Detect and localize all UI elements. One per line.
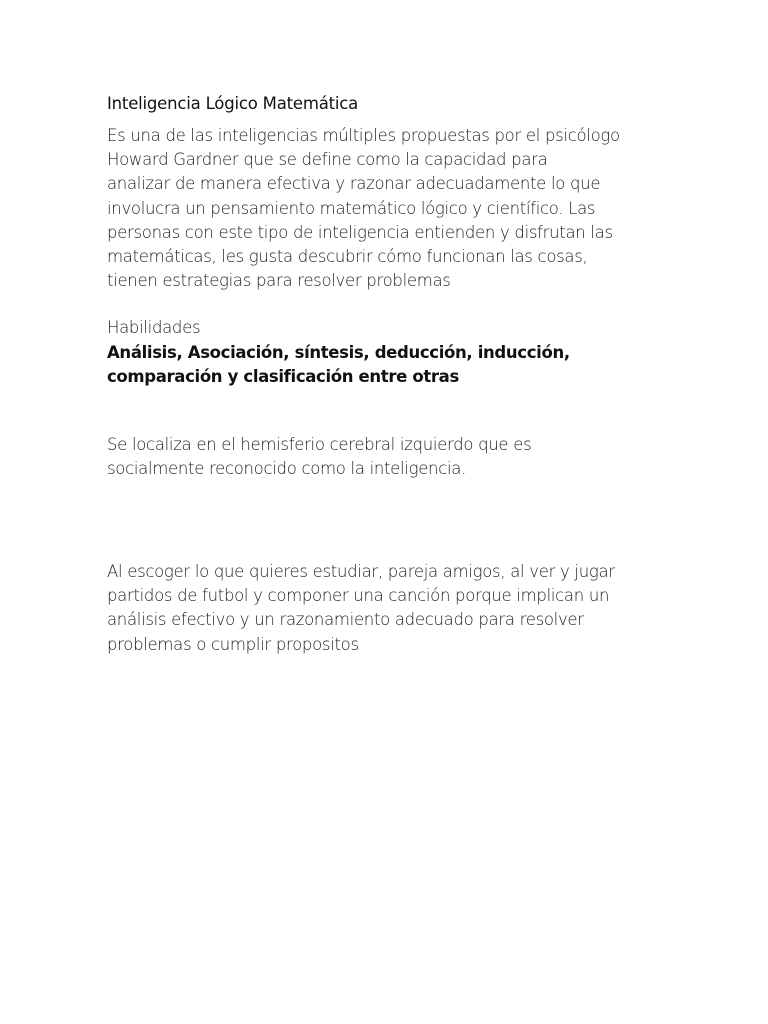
intro-line: tienen estrategias para resolver problemas	[107, 271, 451, 291]
hemisphere-paragraph	[107, 433, 687, 481]
hemisphere-line: Se localiza en el hemisferio cerebral izquierdo que es	[107, 435, 532, 454]
intro-paragraph	[107, 124, 687, 293]
habilidades-list	[107, 341, 687, 389]
intro-line: personas con este tipo de inteligencia entienden y disfrutan las	[107, 222, 613, 242]
examples-paragraph	[107, 560, 687, 657]
intro-line: involucra un pensamiento matemático lógico y científico. Las	[107, 198, 596, 218]
examples-line: problemas o cumplir propositos	[107, 634, 359, 654]
intro-line: Howard Gardner que se define como la capacidad para	[107, 150, 548, 170]
habilidades-line: Análisis, Asociación, síntesis, deducción, inducción,	[107, 343, 570, 362]
examples-line: Al escoger lo que quieres estudiar, pareja amigos, al ver y jugar	[107, 562, 615, 581]
hemisphere-line: socialmente reconocido como la inteligencia.	[107, 459, 467, 479]
habilidades-line: comparación y clasificación entre otras	[107, 367, 459, 387]
habilidades-heading: Habilidades	[107, 318, 201, 337]
intro-line: analizar de manera efectiva y razonar adecuadamente lo que	[107, 174, 601, 194]
examples-line: partidos de futbol y componer una canción porque implican un	[107, 586, 610, 606]
intro-line: matemáticas, les gusta descubrir cómo funcionan las cosas,	[107, 247, 588, 267]
document-title: Inteligencia Lógico Matemática	[107, 94, 359, 113]
examples-line: análisis efectivo y un razonamiento adecuado para resolver	[107, 610, 584, 630]
intro-line: Es una de las inteligencias múltiples propuestas por el psicólogo	[107, 126, 620, 145]
